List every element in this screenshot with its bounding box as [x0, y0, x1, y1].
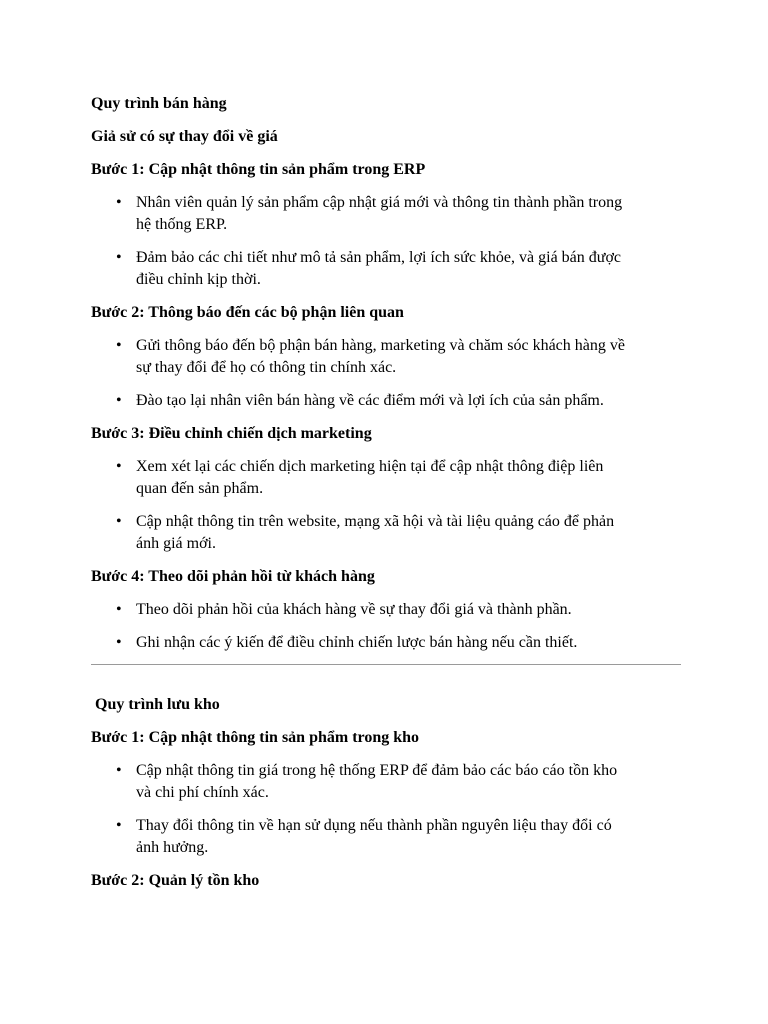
- list-item-text: ánh giá mới.: [136, 535, 216, 552]
- list-item: [91, 456, 681, 500]
- list-item-text: Cập nhật thông tin trên website, mạng xã hội và tài liệu quảng cáo để phản: [136, 513, 615, 530]
- list-item-text: Theo dõi phản hồi của khách hàng về sự thay đổi giá và thành phần.: [136, 601, 572, 618]
- list-item-text: điều chỉnh kịp thời.: [136, 271, 261, 288]
- list-item-text: Xem xét lại các chiến dịch marketing hiện tại để cập nhật thông điệp liên: [136, 458, 604, 475]
- list-item: [91, 815, 681, 859]
- list-item: [91, 599, 681, 621]
- list-item-text: Cập nhật thông tin giá trong hệ thống ERP để đảm bảo các báo cáo tồn kho: [136, 762, 618, 779]
- section-title: Quy trình lưu kho: [95, 696, 220, 713]
- list-item: [91, 335, 681, 379]
- list-item: [91, 760, 681, 804]
- steps-container: [91, 159, 681, 654]
- list-item-text: hệ thống ERP.: [136, 216, 228, 233]
- bullet-list: [91, 599, 681, 654]
- bullet-icon: •: [116, 762, 122, 779]
- bullet-icon: •: [116, 634, 122, 651]
- bullet-list: [91, 192, 681, 291]
- list-item-text: sự thay đổi để họ có thông tin chính xác.: [136, 359, 397, 376]
- list-item: [91, 192, 681, 236]
- section-subtitle: Giả sử có sự thay đổi về giá: [91, 128, 278, 145]
- step-heading: Bước 2: Quản lý tồn kho: [91, 872, 260, 889]
- bullet-icon: •: [116, 817, 122, 834]
- list-item: [91, 511, 681, 555]
- list-item-text: Đảm bảo các chi tiết như mô tả sản phẩm, lợi ích sức khỏe, và giá bán được: [136, 249, 622, 266]
- step-heading: Bước 1: Cập nhật thông tin sản phẩm trong ERP: [91, 161, 426, 178]
- bullet-icon: •: [116, 513, 122, 530]
- bullet-list: [91, 456, 681, 555]
- list-item-text: Đào tạo lại nhân viên bán hàng về các điểm mới và lợi ích của sản phẩm.: [136, 392, 604, 409]
- list-item: [91, 247, 681, 291]
- bullet-list: [91, 335, 681, 412]
- step-heading: Bước 1: Cập nhật thông tin sản phẩm trong kho: [91, 729, 420, 746]
- list-item-text: ảnh hưởng.: [136, 839, 209, 856]
- list-item-text: Thay đổi thông tin về hạn sử dụng nếu thành phần nguyên liệu thay đổi có: [136, 817, 612, 834]
- bullet-icon: •: [116, 458, 122, 475]
- bullet-icon: •: [116, 392, 122, 409]
- bullet-icon: •: [116, 601, 122, 618]
- bullet-icon: •: [116, 249, 122, 266]
- section-warehouse-process: [91, 694, 681, 892]
- step-heading: Bước 4: Theo dõi phản hồi từ khách hàng: [91, 568, 375, 585]
- step-heading: Bước 3: Điều chỉnh chiến dịch marketing: [91, 425, 372, 442]
- list-item-text: quan đến sản phẩm.: [136, 480, 264, 497]
- list-item-text: Gửi thông báo đến bộ phận bán hàng, marketing và chăm sóc khách hàng về: [136, 337, 625, 354]
- list-item: [91, 390, 681, 412]
- bullet-list: [91, 760, 681, 859]
- steps-container: [91, 727, 681, 892]
- section-title: Quy trình bán hàng: [91, 95, 227, 112]
- list-item-text: và chi phí chính xác.: [136, 784, 269, 801]
- bullet-icon: •: [116, 337, 122, 354]
- list-item-text: Ghi nhận các ý kiến để điều chỉnh chiến lược bán hàng nếu cần thiết.: [136, 634, 578, 651]
- horizontal-divider: [91, 664, 681, 665]
- document-page: [91, 93, 681, 903]
- bullet-icon: •: [116, 194, 122, 211]
- step-heading: Bước 2: Thông báo đến các bộ phận liên quan: [91, 304, 404, 321]
- list-item: [91, 632, 681, 654]
- list-item-text: Nhân viên quản lý sản phẩm cập nhật giá mới và thông tin thành phần trong: [136, 194, 623, 211]
- section-sales-process: [91, 93, 681, 654]
